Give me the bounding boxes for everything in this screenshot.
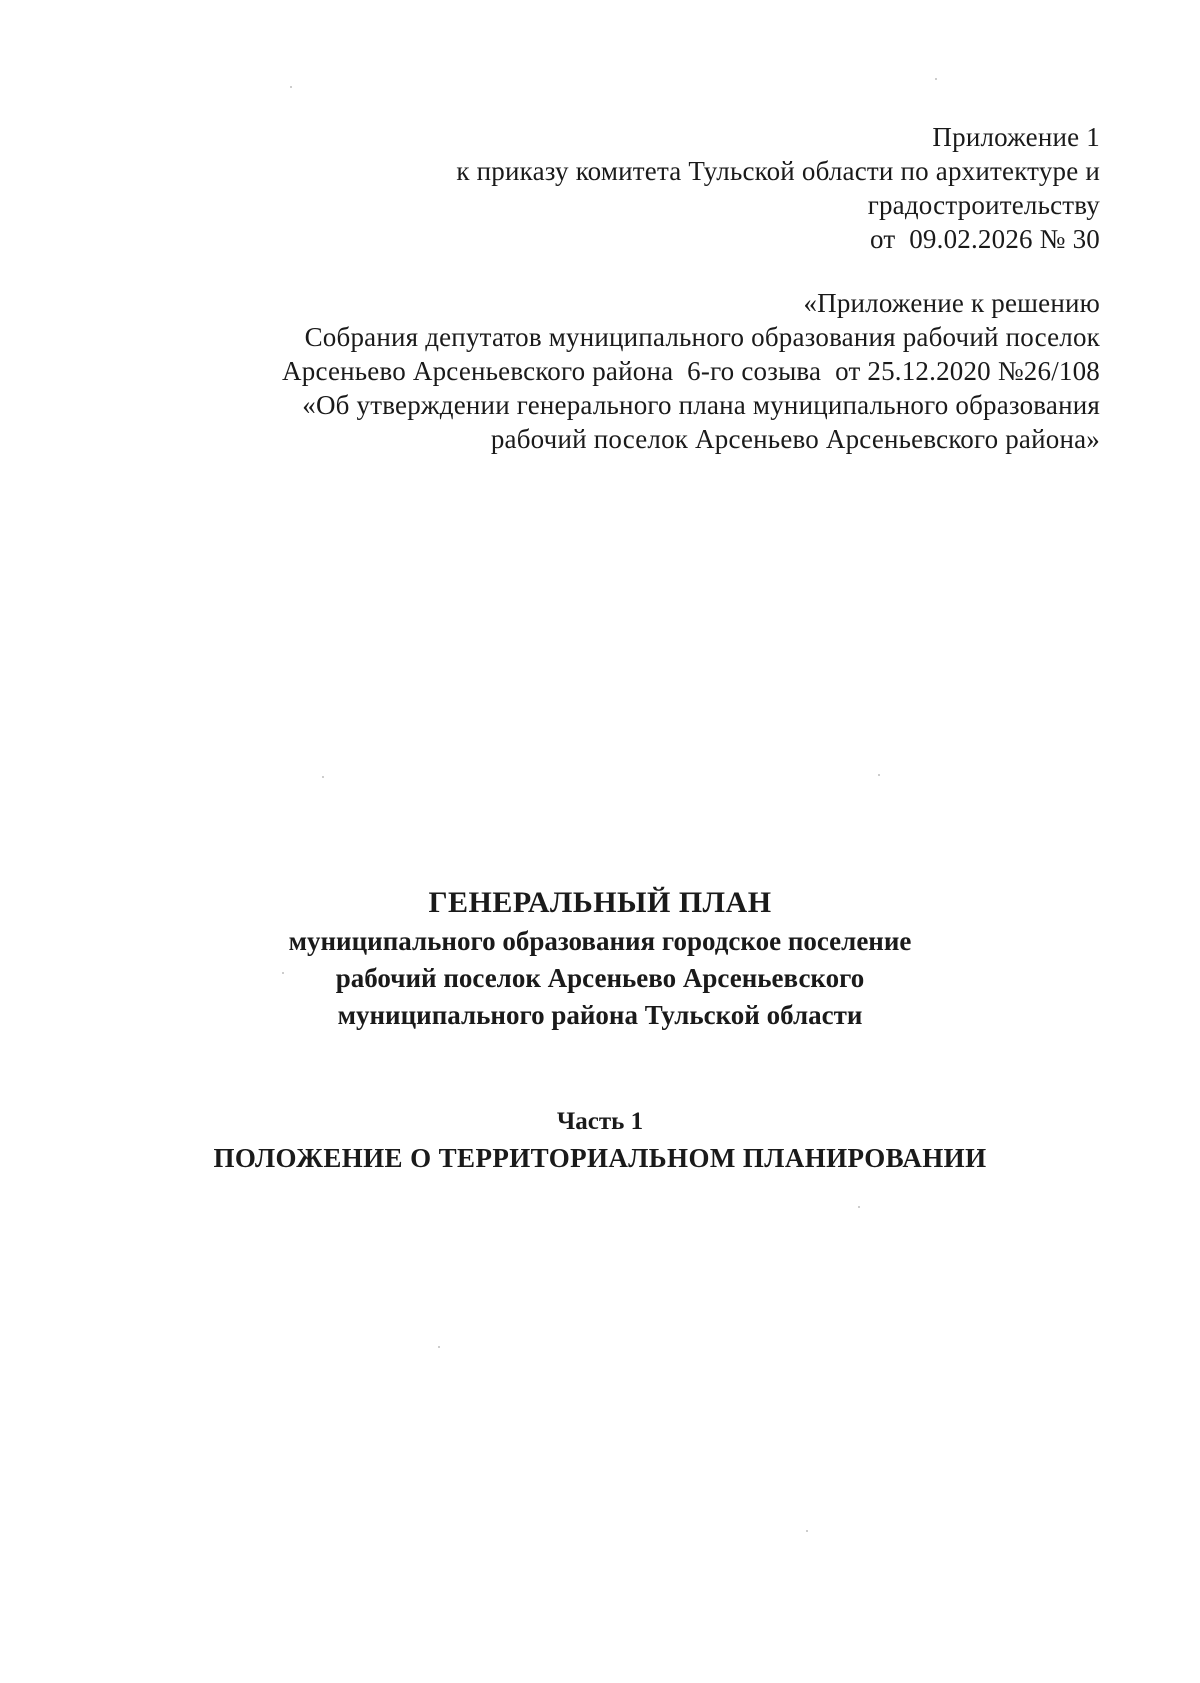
title-line: муниципального района Тульской области xyxy=(337,1000,863,1030)
decision-subject-cont: рабочий поселок Арсеньево Арсеньевского района» xyxy=(490,424,1100,454)
decision-subject: «Об утверждении генерального плана муниципального образования xyxy=(302,390,1100,420)
scan-speck xyxy=(282,972,284,974)
attachment-header xyxy=(456,120,1100,256)
page-title: ГЕНЕРАЛЬНЫЙ ПЛАН xyxy=(428,886,772,919)
decision-number: Арсеньево Арсеньевского района 6-го созыва от 25.12.2020 №26/108 xyxy=(282,356,1100,386)
attachment-order-ref: к приказу комитета Тульской области по архитектуре и xyxy=(456,156,1100,186)
scan-speck xyxy=(290,86,292,88)
title-line: муниципального образования городское поселение xyxy=(288,926,912,956)
scan-speck xyxy=(935,78,937,80)
scan-speck xyxy=(858,1206,860,1208)
decision-assembly: Собрания депутатов муниципального образования рабочий поселок xyxy=(304,322,1100,352)
title-line: рабочий поселок Арсеньево Арсеньевского xyxy=(335,963,865,993)
scan-speck xyxy=(322,776,324,778)
scan-speck xyxy=(438,1346,440,1348)
part-heading xyxy=(0,1104,1200,1176)
attachment-label: Приложение 1 xyxy=(932,122,1100,152)
part-number: Часть 1 xyxy=(556,1108,644,1135)
scan-speck xyxy=(878,774,880,776)
decision-label: «Приложение к решению xyxy=(803,288,1100,318)
scan-speck xyxy=(806,1530,808,1532)
part-title: ПОЛОЖЕНИЕ О ТЕРРИТОРИАЛЬНОМ ПЛАНИРОВАНИИ xyxy=(213,1143,987,1173)
decision-header xyxy=(282,286,1100,456)
document-title xyxy=(0,883,1200,1034)
attachment-order-ref-cont: градостроительству xyxy=(867,190,1100,220)
attachment-order-date: от 09.02.2026 № 30 xyxy=(869,224,1100,254)
